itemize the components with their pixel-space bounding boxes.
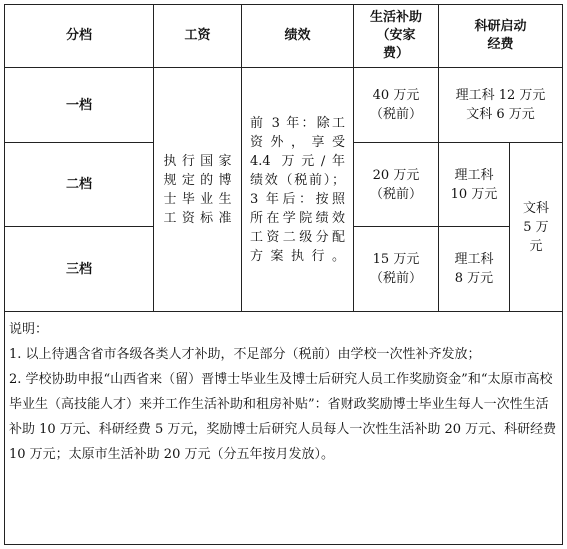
tier-2-label: 二档 — [65, 177, 92, 192]
benefits-table — [4, 4, 563, 545]
header-tier: 分档 — [65, 28, 92, 43]
rule-table-bottom — [5, 311, 562, 312]
shared-liberal-arts-funding: 文科 5 万 元 — [522, 200, 549, 254]
header-living-subsidy: 生活补助 （安家 费） — [369, 10, 422, 61]
header-performance: 绩效 — [284, 28, 311, 43]
performance-text: 前 3 年：除工 资外，享受 4.4 万元/年 绩效（税前）； 3 年后：按照 所在学院绩效 工资二级分配 方案执行。 — [250, 115, 345, 264]
notes-section — [9, 317, 561, 467]
tier-1-living-subsidy: 40 万元 （税前） — [369, 88, 422, 122]
note-item-2: 2. 学校协助申报“山西省来（留）晋博士毕业生及博士后研究人员工作奖励资金”和“太原市高校毕业生（高技能人才）来并工作生活补助和租房补贴”：省财政奖励博士毕业生每人一次性生活补助 10 万元、科研经费 5 万元，奖励博士后研究人员每人一次性生活补助 20 万元、科研经费 10 万元；太原市生活补助 20 万元（分五年按月发放）。 — [9, 372, 557, 462]
header-research-funding: 科研启动 经费 — [474, 19, 527, 52]
tier-3-research-funding: 理工科 8 万元 — [454, 252, 494, 286]
salary-text: 执行国家 规定的博 士毕业生 工资标准 — [163, 153, 232, 226]
tier-2-living-subsidy: 20 万元 （税前） — [369, 167, 422, 202]
tier-3-living-subsidy: 15 万元 （税前） — [369, 252, 422, 286]
tier-2-research-funding: 理工科 10 万元 — [450, 167, 498, 202]
salary-cell — [154, 68, 241, 311]
tier-3-label: 三档 — [65, 261, 92, 277]
note-item-1: 1. 以上待遇含省市各级各类人才补助，不足部分（税前）由学校一次性补齐发放； — [9, 347, 481, 362]
tier-1-label: 一档 — [65, 97, 92, 113]
header-salary: 工资 — [184, 28, 211, 43]
notes-title: 说明： — [9, 322, 49, 337]
performance-cell — [242, 68, 353, 311]
tier-1-research-funding: 理工科 12 万元 文科 6 万元 — [455, 88, 546, 122]
